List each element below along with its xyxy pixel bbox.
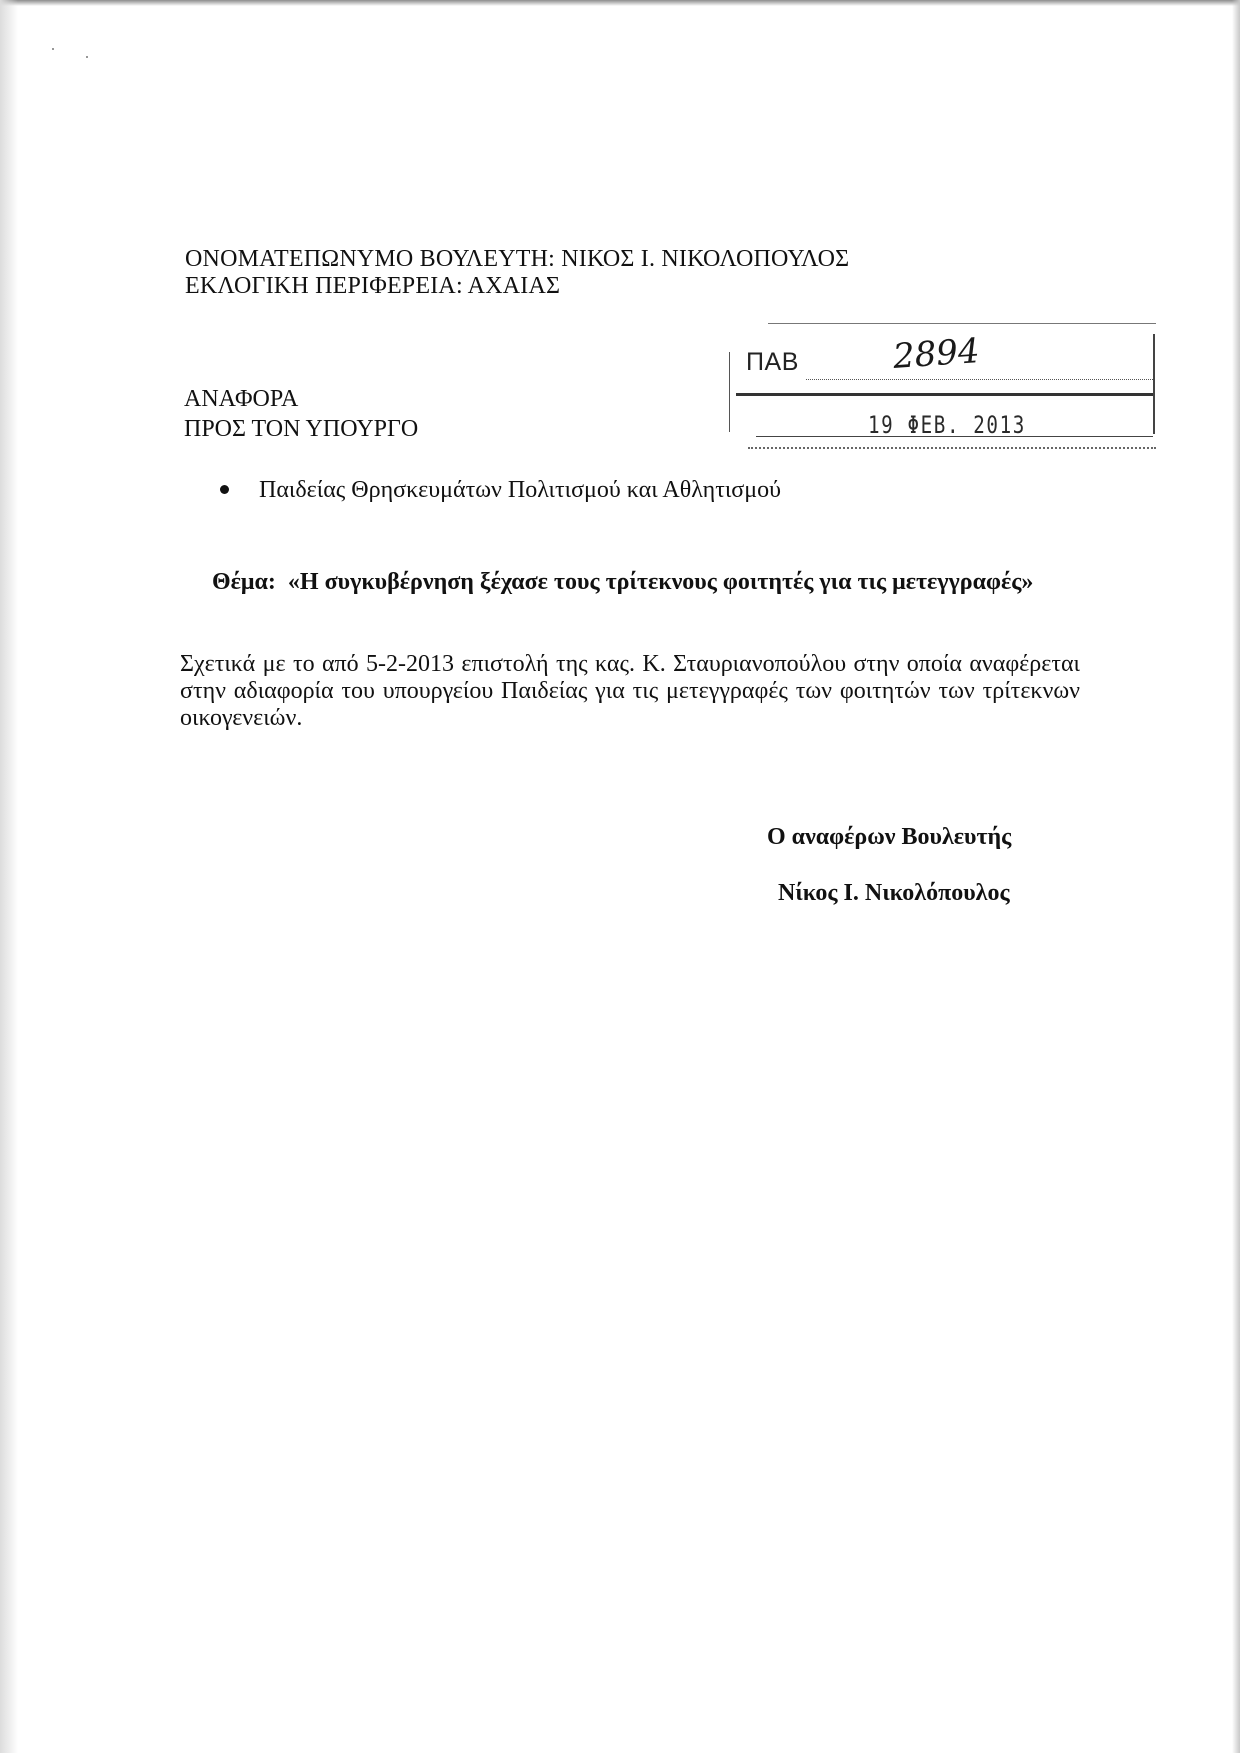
signature-name: Νίκος Ι. Νικολόπουλος — [778, 880, 1010, 906]
addressee: ΠΡΟΣ ΤΟΝ ΥΠΟΥΡΓΟ — [184, 416, 419, 442]
ministry-name: Παιδείας Θρησκευμάτων Πολιτισμού και Αθλητισμού — [259, 477, 781, 503]
bullet-icon — [220, 485, 229, 494]
ministry-list-item — [220, 475, 781, 505]
signature-title: Ο αναφέρων Βουλευτής — [767, 824, 1012, 850]
scan-speck — [52, 48, 54, 50]
stamp-prefix: ΠΑΒ — [746, 348, 799, 376]
stamp-date: 19 ΦΕΒ. 2013 — [868, 411, 1026, 439]
document-header — [185, 246, 849, 300]
subject-line: Θέμα: «Η συγκυβέρνηση ξέχασε τους τρίτεκνους φοιτητές για τις μετεγγραφές» — [212, 569, 1034, 595]
scan-edge-right — [1232, 0, 1240, 1753]
body-paragraph: Σχετικά με το από 5-2-2013 επιστολή της κας. Κ. Σταυριανοπούλου στην οποία αναφέρεται στην αδιαφορία του υπουργείου Παιδείας για τις μετεγγραφές των φοιτητών των τρίτεκνων οικογενειών. — [180, 651, 1080, 731]
addressee-block — [184, 384, 418, 444]
scan-speck — [86, 56, 88, 58]
constituency-line: ΕΚΛΟΓΙΚΗ ΠΕΡΙΦΕΡΕΙΑ: ΑΧΑΙΑΣ — [185, 273, 561, 299]
document-type: ΑΝΑΦΟΡΑ — [184, 386, 299, 412]
scan-edge-left — [0, 0, 18, 1753]
stamp-handwritten-number: 2894 — [891, 331, 981, 377]
mp-name-line: ΟΝΟΜΑΤΕΠΩΝΥΜΟ ΒΟΥΛΕΥΤΗ: ΝΙΚΟΣ Ι. ΝΙΚΟΛΟΠΟΥΛΟΣ — [185, 246, 850, 272]
registration-stamp — [728, 320, 1156, 452]
scan-edge-top — [0, 0, 1240, 6]
